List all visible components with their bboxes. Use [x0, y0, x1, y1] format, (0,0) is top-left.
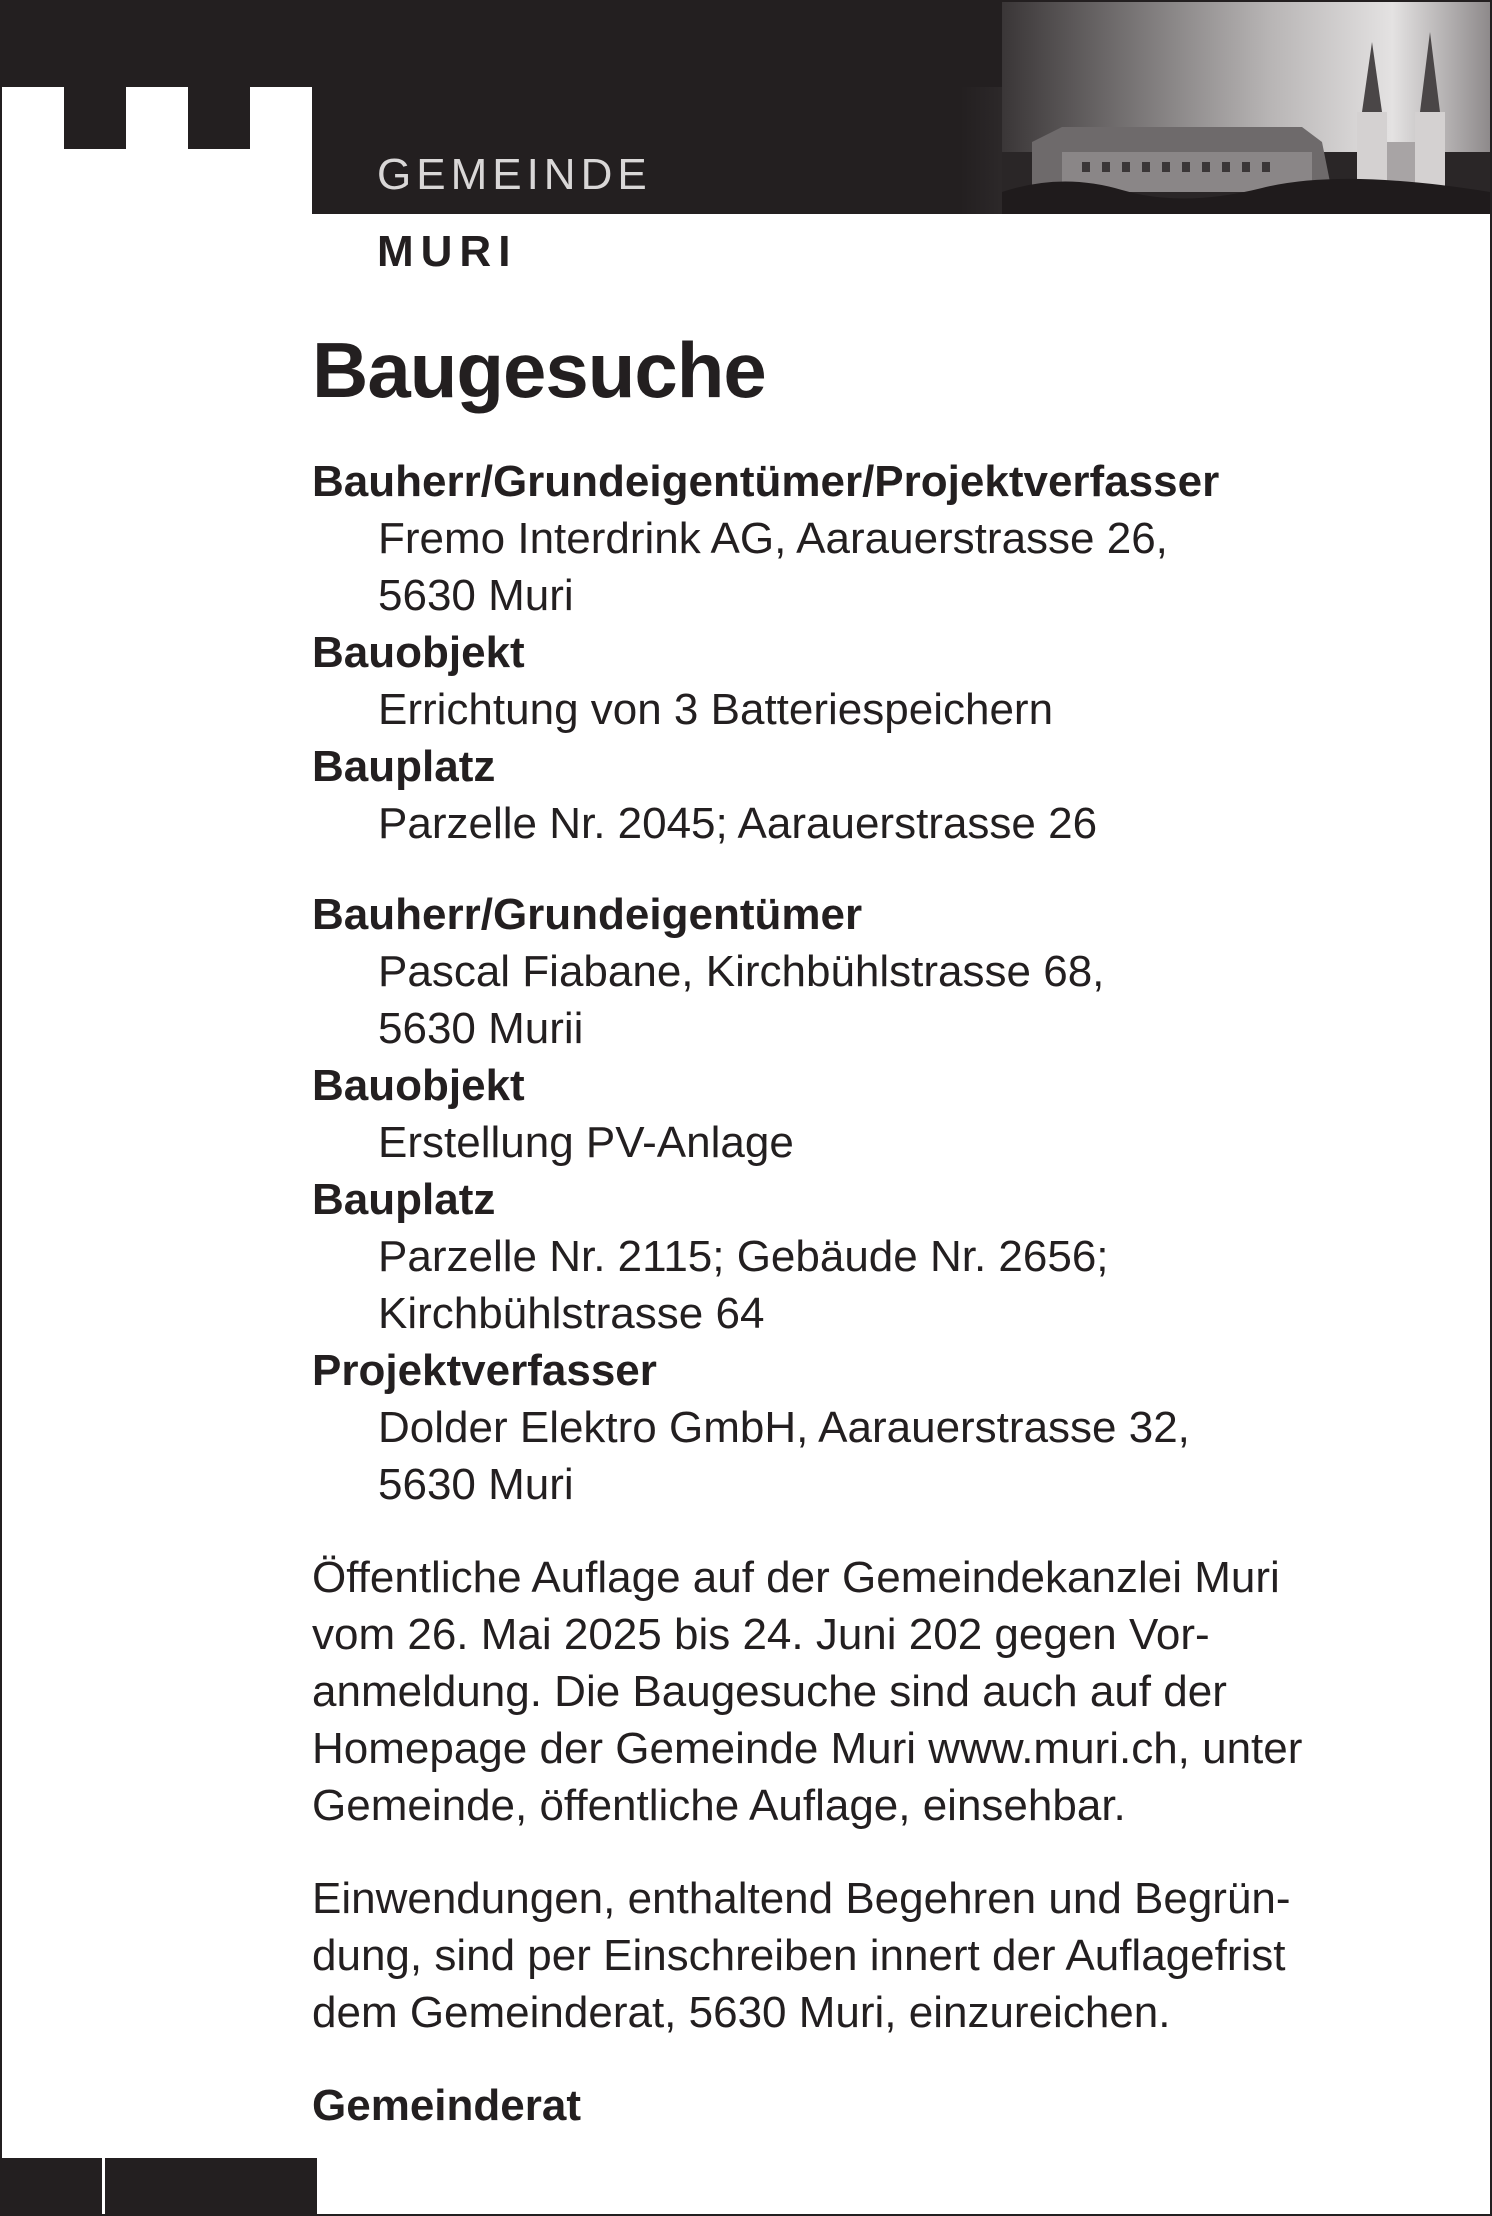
crenellation-gap — [126, 87, 188, 214]
paragraph-line: dem Gemeinderat, 5630 Muri, einzureichen. — [312, 1988, 1171, 2037]
paragraph-line: Einwendungen, enthaltend Begehren und Begrün- — [312, 1874, 1291, 1923]
notice-paragraph-display — [312, 1549, 1452, 1834]
paragraph-line: Öffentliche Auflage auf der Gemeindekanzlei Muri — [312, 1553, 1280, 1602]
monastery-photo — [1002, 2, 1490, 214]
object-label: Bauobjekt — [312, 1061, 525, 1110]
site-line: Kirchbühlstrasse 64 — [378, 1289, 765, 1338]
footer-bar — [2, 2158, 317, 2214]
site-line: Parzelle Nr. 2045; Aarauerstrasse 26 — [378, 799, 1098, 848]
paragraph-line: Gemeinde, öffentliche Auflage, einsehbar. — [312, 1781, 1126, 1830]
signature: Gemeinderat — [312, 2081, 581, 2130]
owner-line: Fremo Interdrink AG, Aarauerstrasse 26, — [378, 514, 1168, 563]
paragraph-line: dung, sind per Einschreiben innert der Auflagefrist — [312, 1931, 1286, 1980]
site-line: Parzelle Nr. 2115; Gebäude Nr. 2656; — [378, 1232, 1109, 1281]
crenellation-gap — [2, 87, 64, 214]
object-line: Erstellung PV-Anlage — [378, 1118, 794, 1167]
designer-label: Projektverfasser — [312, 1346, 657, 1395]
notice-title: Baugesuche — [312, 326, 766, 414]
crenellation-merlon — [188, 87, 250, 149]
owner-line: Pascal Fiabane, Kirchbühlstrasse 68, — [378, 947, 1105, 996]
org-name-line1: GEMEINDE — [377, 150, 652, 199]
crenellation-merlon — [64, 87, 126, 149]
entry-1 — [312, 453, 1452, 852]
entry-2 — [312, 886, 1452, 1513]
paragraph-line: anmeldung. Die Baugesuche sind auch auf der — [312, 1667, 1227, 1716]
owner-label: Bauherr/Grundeigentümer — [312, 890, 863, 939]
owner-line: 5630 Murii — [378, 1004, 584, 1053]
site-label: Bauplatz — [312, 742, 496, 791]
paragraph-line: vom 26. Mai 2025 bis 24. Juni 202 gegen Vor- — [312, 1610, 1210, 1659]
object-line: Errichtung von 3 Batteriespeichern — [378, 685, 1054, 734]
object-label: Bauobjekt — [312, 628, 525, 677]
designer-line: Dolder Elektro GmbH, Aarauerstrasse 32, — [378, 1403, 1190, 1452]
notice-content — [312, 327, 1452, 2134]
owner-line: 5630 Muri — [378, 571, 574, 620]
notice-paragraph-objections — [312, 1870, 1452, 2041]
crenellation-gap — [250, 87, 312, 214]
owner-label: Bauherr/Grundeigentümer/Projektverfasser — [312, 457, 1220, 506]
org-name-line2: MURI — [377, 227, 518, 276]
site-label: Bauplatz — [312, 1175, 496, 1224]
paragraph-line: Homepage der Gemeinde Muri www.muri.ch, unter — [312, 1724, 1303, 1773]
designer-line: 5630 Muri — [378, 1460, 574, 1509]
footer-divider — [102, 2158, 105, 2214]
